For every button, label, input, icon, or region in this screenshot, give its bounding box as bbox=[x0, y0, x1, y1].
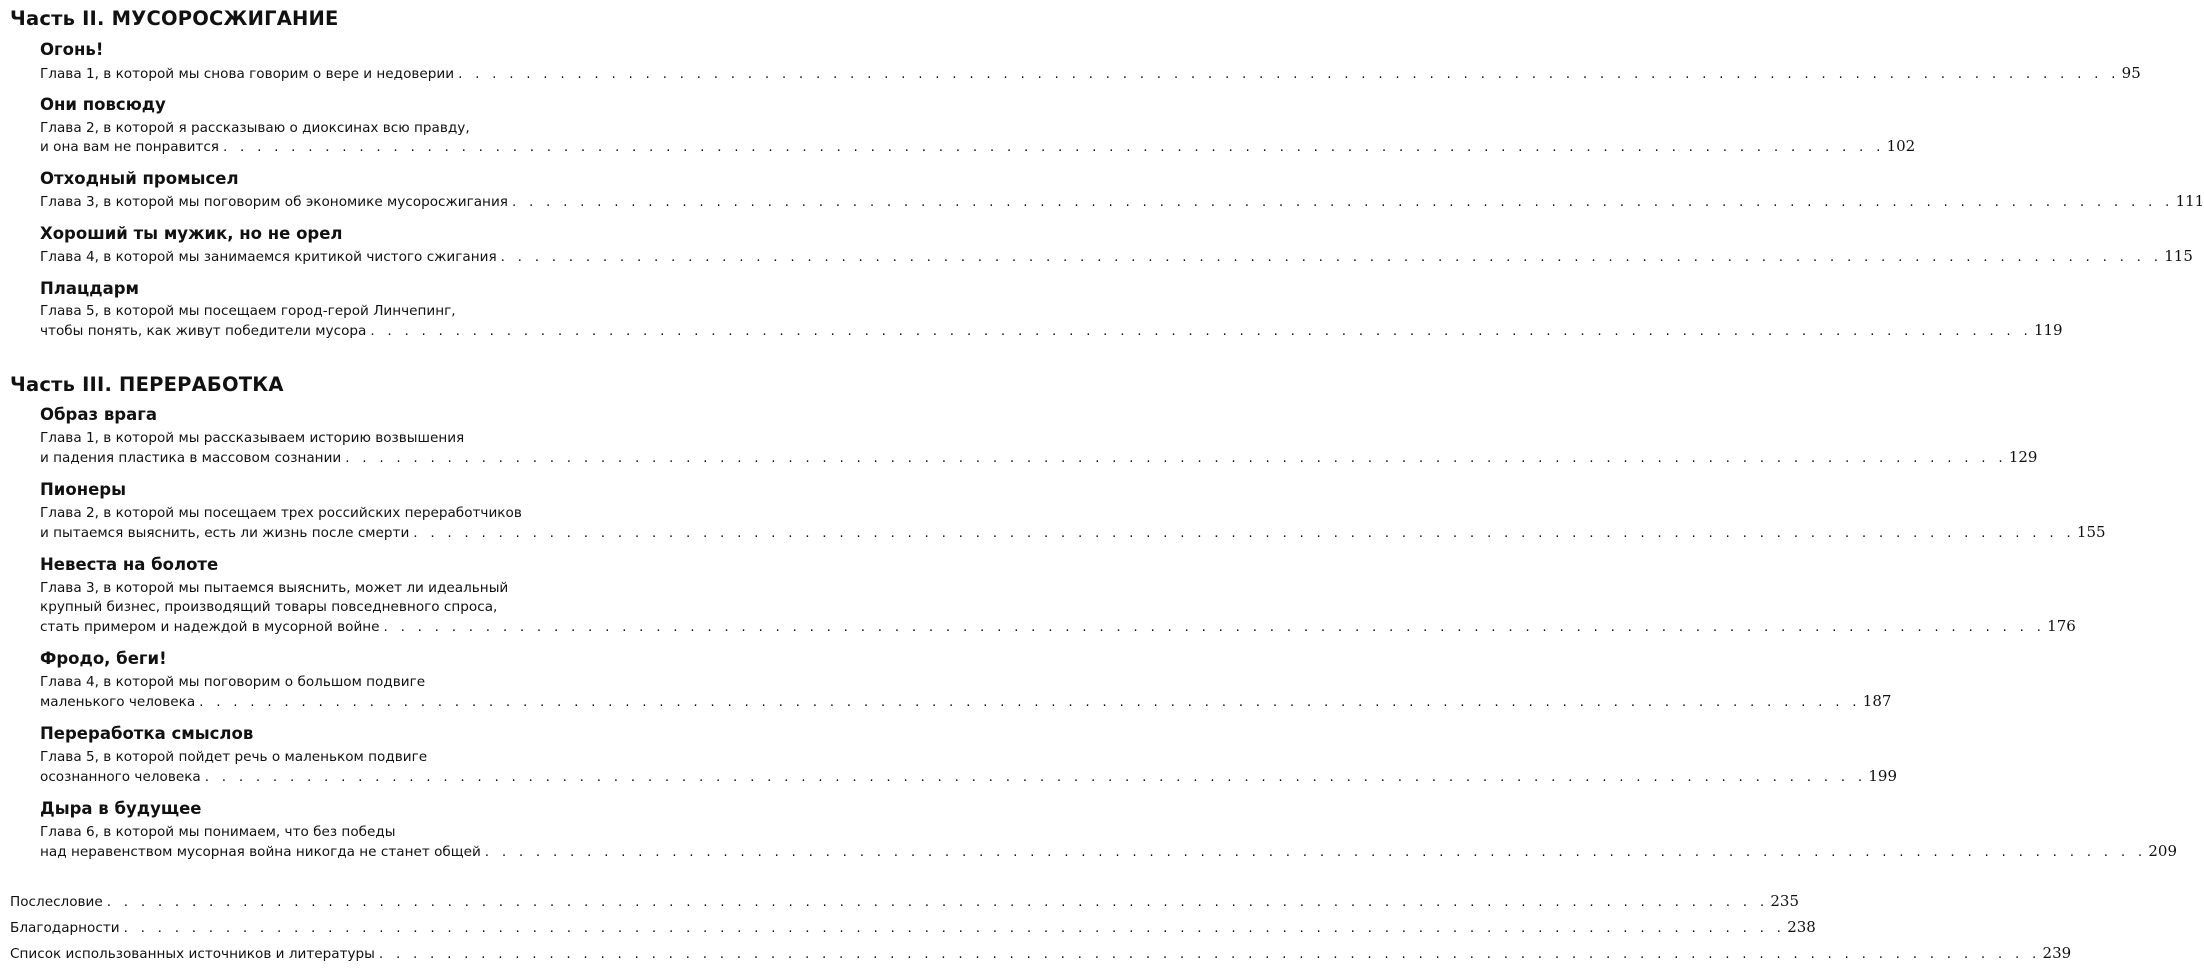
toc-entry-afterword[interactable] bbox=[10, 892, 1800, 911]
chapter-description: Глава 2, в которой я рассказываю о диоксинах всю правду, bbox=[40, 120, 470, 136]
toc-entry[interactable] bbox=[40, 523, 2106, 542]
chapter-title: Плацдарм bbox=[40, 279, 140, 298]
chapter-description: Глава 2, в которой мы посещаем трех российских переработчиков bbox=[40, 505, 522, 521]
chapter-description: Глава 5, в которой мы посещаем город-герой Линчепинг, bbox=[40, 303, 456, 319]
chapter-description: и пытаемся выяснить, есть ли жизнь после смерти bbox=[40, 525, 410, 541]
back-matter-label: Послесловие bbox=[10, 894, 103, 910]
toc-entry[interactable] bbox=[40, 692, 1892, 711]
chapter-description: крупный бизнес, производящий товары повседневного спроса, bbox=[40, 599, 498, 615]
dot-leader: . . . . . . . . . . . . . . . . . . . . . . . . . . . . . . . . . . . . . . . . . . . . . . . . . . . . . . . . . . . . . . . . . . . . . . . . . . . . . . . . . . . . . . . . . . . . . . . . . . bbox=[123, 920, 1786, 936]
toc-entry[interactable] bbox=[40, 767, 1897, 786]
chapter-description: Глава 1, в которой мы рассказываем историю возвышения bbox=[40, 430, 465, 446]
dot-leader: . . . . . . . . . . . . . . . . . . . . . . . . . . . . . . . . . . . . . . . . . . . . . . . . . . . . . . . . . . . . . . . . . . . . . . . . . . . . . . . . . . . . . . . . . . . . . . . . . . bbox=[204, 769, 1867, 785]
chapter-description: Глава 3, в которой мы пытаемся выяснить, может ли идеальный bbox=[40, 580, 509, 596]
chapter-description: Глава 4, в которой мы занимаемся критикой чистого сжигания bbox=[40, 249, 497, 265]
dot-leader: . . . . . . . . . . . . . . . . . . . . . . . . . . . . . . . . . . . . . . . . . . . . . . . . . . . . . . . . . . . . . . . . . . . . . . . . . . . . . . . . . . . . . . . . . . . . . . . . . . bbox=[500, 249, 2163, 265]
dot-leader: . . . . . . . . . . . . . . . . . . . . . . . . . . . . . . . . . . . . . . . . . . . . . . . . . . . . . . . . . . . . . . . . . . . . . . . . . . . . . . . . . . . . . . . . . . . . . . . . . . bbox=[458, 66, 2120, 82]
page-number: 155 bbox=[2076, 523, 2106, 541]
dot-leader: . . . . . . . . . . . . . . . . . . . . . . . . . . . . . . . . . . . . . . . . . . . . . . . . . . . . . . . . . . . . . . . . . . . . . . . . . . . . . . . . . . . . . . . . . . . . . . . . . . bbox=[484, 844, 2147, 860]
toc-entry[interactable] bbox=[40, 247, 2193, 266]
toc-entry[interactable] bbox=[40, 448, 2038, 467]
chapter-description: и она вам не понравится bbox=[40, 139, 219, 155]
dot-leader: . . . . . . . . . . . . . . . . . . . . . . . . . . . . . . . . . . . . . . . . . . . . . . . . . . . . . . . . . . . . . . . . . . . . . . . . . . . . . . . . . . . . . . . . . . . . . . . . . . bbox=[378, 946, 2041, 962]
chapter-title: Отходный промысел bbox=[40, 169, 239, 188]
chapter-description: осознанного человека bbox=[40, 769, 201, 785]
page-number: 235 bbox=[1770, 892, 1800, 910]
dot-leader: . . . . . . . . . . . . . . . . . . . . . . . . . . . . . . . . . . . . . . . . . . . . . . . . . . . . . . . . . . . . . . . . . . . . . . . . . . . . . . . . . . . . . . . . . . . . . . . . . . bbox=[413, 525, 2075, 541]
page-number: 95 bbox=[2121, 64, 2141, 82]
page-number: 176 bbox=[2047, 617, 2076, 635]
chapter-description: стать примером и надеждой в мусорной войне bbox=[40, 619, 380, 635]
toc-entry[interactable] bbox=[40, 321, 2063, 340]
page-number: 238 bbox=[1787, 918, 1816, 936]
back-matter-label: Список использованных источников и литературы bbox=[10, 946, 375, 962]
chapter-title: Невеста на болоте bbox=[40, 555, 219, 574]
page-number: 119 bbox=[2033, 321, 2063, 339]
dot-leader: . . . . . . . . . . . . . . . . . . . . . . . . . . . . . . . . . . . . . . . . . . . . . . . . . . . . . . . . . . . . . . . . . . . . . . . . . . . . . . . . . . . . . . . . . . . . . . . . . . bbox=[199, 694, 1861, 710]
dot-leader: . . . . . . . . . . . . . . . . . . . . . . . . . . . . . . . . . . . . . . . . . . . . . . . . . . . . . . . . . . . . . . . . . . . . . . . . . . . . . . . . . . . . . . . . . . . . . . . . . . bbox=[383, 619, 2046, 635]
chapter-description: Глава 1, в которой мы снова говорим о вере и недоверии bbox=[40, 66, 455, 82]
chapter-description: Глава 4, в которой мы поговорим о большом подвиге bbox=[40, 674, 426, 690]
page-number: 209 bbox=[2148, 842, 2178, 860]
dot-leader: . . . . . . . . . . . . . . . . . . . . . . . . . . . . . . . . . . . . . . . . . . . . . . . . . . . . . . . . . . . . . . . . . . . . . . . . . . . . . . . . . . . . . . . . . . . . . . . . . . bbox=[345, 450, 2007, 466]
dot-leader: . . . . . . . . . . . . . . . . . . . . . . . . . . . . . . . . . . . . . . . . . . . . . . . . . . . . . . . . . . . . . . . . . . . . . . . . . . . . . . . . . . . . . . . . . . . . . . . . . . bbox=[370, 323, 2032, 339]
toc-entry[interactable] bbox=[40, 192, 2204, 211]
page-number: 111 bbox=[2175, 192, 2204, 210]
dot-leader: . . . . . . . . . . . . . . . . . . . . . . . . . . . . . . . . . . . . . . . . . . . . . . . . . . . . . . . . . . . . . . . . . . . . . . . . . . . . . . . . . . . . . . . . . . . . . . . . . . bbox=[511, 194, 2174, 210]
toc-entry[interactable] bbox=[40, 64, 2141, 83]
chapter-title: Они повсюду bbox=[40, 95, 166, 114]
chapter-title: Фродо, беги! bbox=[40, 649, 167, 668]
page-number: 187 bbox=[1862, 692, 1892, 710]
chapter-title: Образ врага bbox=[40, 405, 157, 424]
dot-leader: . . . . . . . . . . . . . . . . . . . . . . . . . . . . . . . . . . . . . . . . . . . . . . . . . . . . . . . . . . . . . . . . . . . . . . . . . . . . . . . . . . . . . . . . . . . . . . . . . . bbox=[106, 894, 1769, 910]
chapter-title: Огонь! bbox=[40, 40, 104, 59]
toc-entry[interactable] bbox=[40, 617, 2076, 636]
part-title: Часть III. ПЕРЕРАБОТКА bbox=[10, 373, 284, 396]
chapter-description: над неравенством мусорная война никогда не станет общей bbox=[40, 844, 481, 860]
back-matter-label: Благодарности bbox=[10, 920, 120, 936]
toc-entry[interactable] bbox=[40, 842, 2178, 861]
chapter-title: Дыра в будущее bbox=[40, 799, 202, 818]
chapter-title: Переработка смыслов bbox=[40, 724, 254, 743]
chapter-description: чтобы понять, как живут победители мусора bbox=[40, 323, 367, 339]
chapter-description: маленького человека bbox=[40, 694, 196, 710]
chapter-description: Глава 6, в которой мы понимаем, что без победы bbox=[40, 824, 396, 840]
chapter-description: и падения пластика в массовом сознании bbox=[40, 450, 342, 466]
page-number: 102 bbox=[1886, 137, 1916, 155]
chapter-title: Пионеры bbox=[40, 480, 127, 499]
toc-entry-acknowledgements[interactable] bbox=[10, 918, 1816, 937]
chapter-title: Хороший ты мужик, но не орел bbox=[40, 224, 343, 243]
part-title: Часть II. МУСОРОСЖИГАНИЕ bbox=[10, 7, 339, 30]
page-number: 239 bbox=[2042, 944, 2072, 962]
page-number: 199 bbox=[1868, 767, 1897, 785]
page-number: 115 bbox=[2164, 247, 2193, 265]
chapter-description: Глава 5, в которой пойдет речь о маленьком подвиге bbox=[40, 749, 428, 765]
page-number: 129 bbox=[2008, 448, 2038, 466]
toc-entry-references[interactable] bbox=[10, 944, 2072, 963]
dot-leader: . . . . . . . . . . . . . . . . . . . . . . . . . . . . . . . . . . . . . . . . . . . . . . . . . . . . . . . . . . . . . . . . . . . . . . . . . . . . . . . . . . . . . . . . . . . . . . . . . . bbox=[222, 139, 1885, 155]
toc-entry[interactable] bbox=[40, 137, 1916, 156]
chapter-description: Глава 3, в которой мы поговорим об экономике мусоросжигания bbox=[40, 194, 508, 210]
